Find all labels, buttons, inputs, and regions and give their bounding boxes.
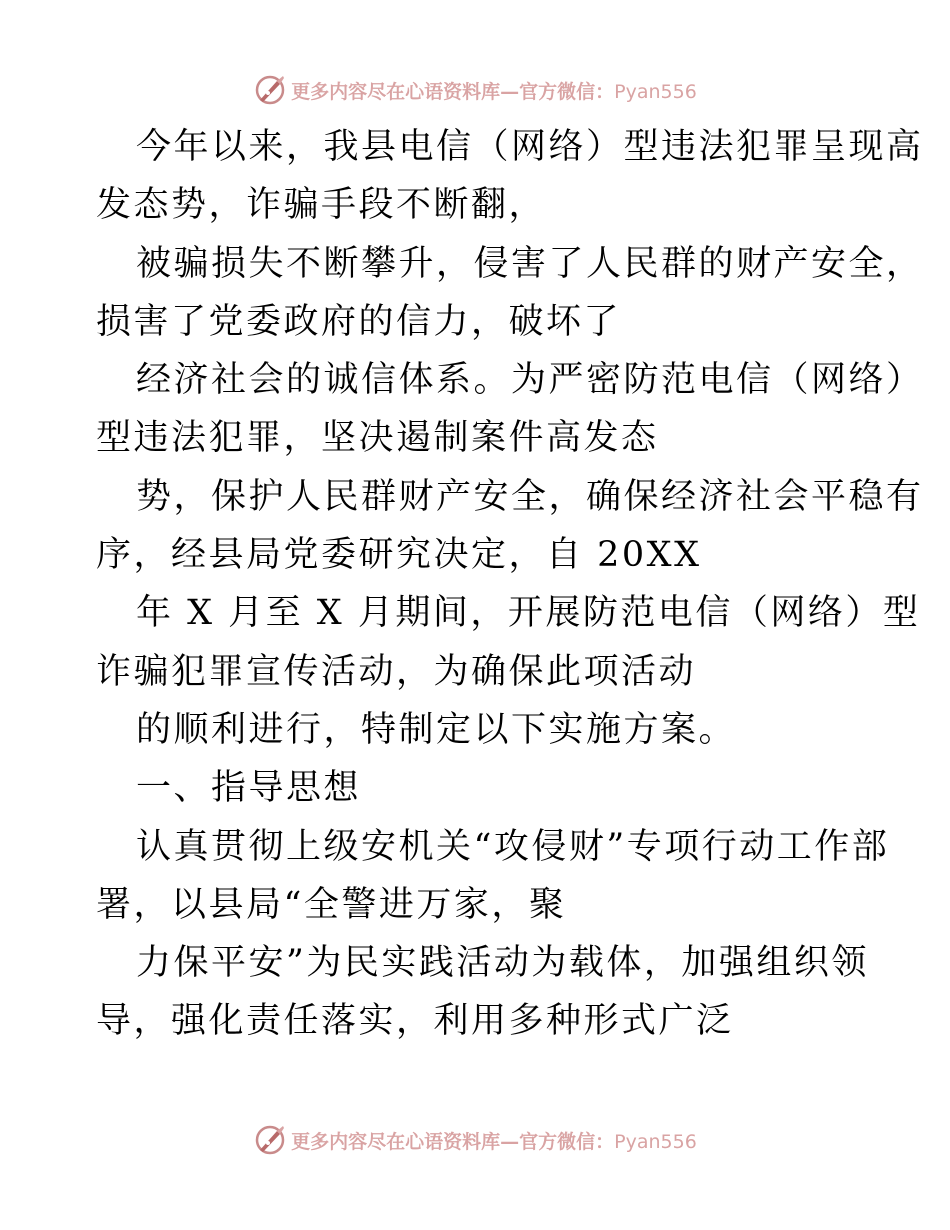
text-line: 年 X 月至 X 月期间，开展防范电信（网络）型 xyxy=(136,593,921,634)
text-line: 认真贯彻上级安机关“攻侵财”专项行动工作部 xyxy=(136,826,890,867)
watermark-wechat-id: Pyan556 xyxy=(614,1130,697,1153)
text-line: 导，强化责任落实，利用多种形式广泛 xyxy=(96,1001,734,1042)
quill-pen-logo-icon xyxy=(253,73,287,107)
text-line: 发态势，诈骗手段不断翻， xyxy=(96,185,547,226)
text-line: 力保平安”为民实践活动为载体，加强组织领 xyxy=(136,943,869,984)
section-heading: 一、指导思想 xyxy=(136,768,362,809)
watermark-text: 更多内容尽在心语资料库—官方微信：Pyan556 xyxy=(291,80,697,103)
text-line: 的顺利进行，特制定以下实施方案。 xyxy=(136,709,737,750)
quill-pen-logo-icon xyxy=(253,1123,287,1157)
watermark-wechat-id: Pyan556 xyxy=(614,80,697,103)
watermark-text: 更多内容尽在心语资料库—官方微信：Pyan556 xyxy=(291,1130,697,1153)
document-body xyxy=(96,118,924,1051)
text-line: 序，经县局党委研究决定，自 20XX xyxy=(96,535,702,576)
text-line: 势，保护人民群财产安全，确保经济社会平稳有 xyxy=(136,476,924,517)
text-line: 型违法犯罪，坚决遏制案件高发态 xyxy=(96,418,659,459)
text-line: 被骗损失不断攀升，侵害了人民群的财产安全， xyxy=(136,243,924,284)
header-watermark xyxy=(0,70,950,110)
text-line: 署，以县局“全警进万家，聚 xyxy=(96,884,567,925)
text-line: 今年以来，我县电信（网络）型违法犯罪呈现高 xyxy=(136,127,924,167)
footer-watermark xyxy=(0,1120,950,1160)
text-line: 诈骗犯罪宣传活动，为确保此项活动 xyxy=(96,651,697,692)
text-line: 经济社会的诚信体系。为严密防范电信（网络） xyxy=(136,360,924,401)
text-line: 损害了党委政府的信力，破坏了 xyxy=(96,301,622,342)
